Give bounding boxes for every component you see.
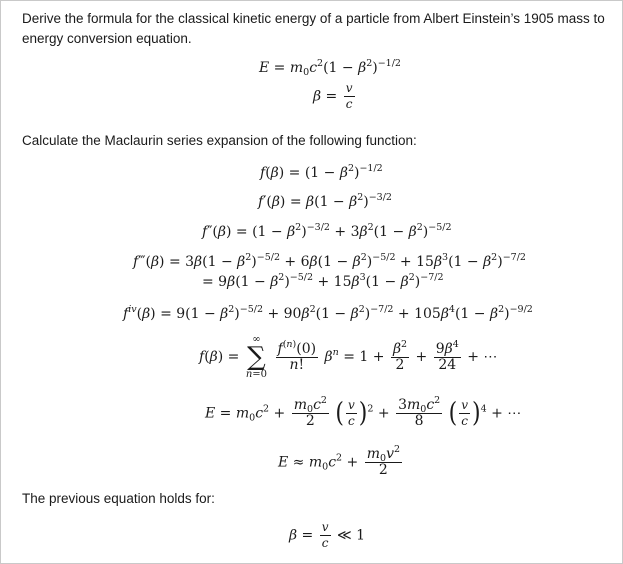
third-derivative-simplified: = $9\beta(1 - \beta^2)^{-5/2} + 15\beta^3(1 - \beta^2)^{-7/2}$ — [202, 272, 444, 290]
holds-for-text: The previous equation holds for: — [22, 491, 215, 506]
maclaurin-series: f(β) = ∞ ∑ n=0 $\frac{f^{(n)}(0)}{n!}$ $\beta^n = 1$ + $\frac{\beta^2}{2}$ + $\frac{9\beta^4}{24}$ + ⋯ — [199, 334, 498, 380]
beta-definition: β = $\frac{v}{c}$ — [313, 81, 353, 111]
beta-condition: β = $\frac{v}{c}$ ≪ 1 — [289, 520, 365, 550]
third-derivative: f‴(β) = $3\beta(1 - \beta^2)^{-5/2} + 6\beta(1 - \beta^2)^{-5/2} + 15\beta^3(1 - \beta^2)^{-7/2}$ — [133, 252, 526, 270]
kinetic-energy-approx: $E \approx m_0c^2$ + $\frac{m_0v^2}{2}$ — [278, 444, 401, 478]
energy-series: $E = m_0c^2$ + $\frac{m_0c^2}{2}$ ( $\frac{v}{c}$ )$^2$ + $\frac{3m_0c^2}{8}$ ( $\frac{v}{c}$ )$^4$ + ⋯ — [205, 395, 522, 429]
first-derivative: $f'(\beta) = \beta(1 - \beta^2)^{-3/2}$ — [258, 192, 392, 210]
second-derivative: $f''(\beta) = (1 - \beta^2)^{-3/2} + 3\beta^2(1 - \beta^2)^{-5/2}$ — [202, 222, 452, 240]
einstein-equation: $E = m_0c^2(1 - \beta^2)^{-1/2}$ — [259, 58, 401, 78]
fourth-derivative: $f^{iv}(\beta) = 9(1 - \beta^2)^{-5/2} + 90\beta^2(1 - \beta^2)^{-7/2} + 105\beta^4(1 - \beta^2)^{-9/2}$ — [123, 304, 533, 322]
function-f: $f(\beta) = (1 - \beta^2)^{-1/2}$ — [260, 163, 383, 181]
step-intro: Calculate the Maclaurin series expansion of the following function: — [22, 133, 417, 148]
problem-statement: Derive the formula for the classical kinetic energy of a particle from Albert Einstein’s 1905 mass to energy conversion equation. — [22, 11, 605, 46]
